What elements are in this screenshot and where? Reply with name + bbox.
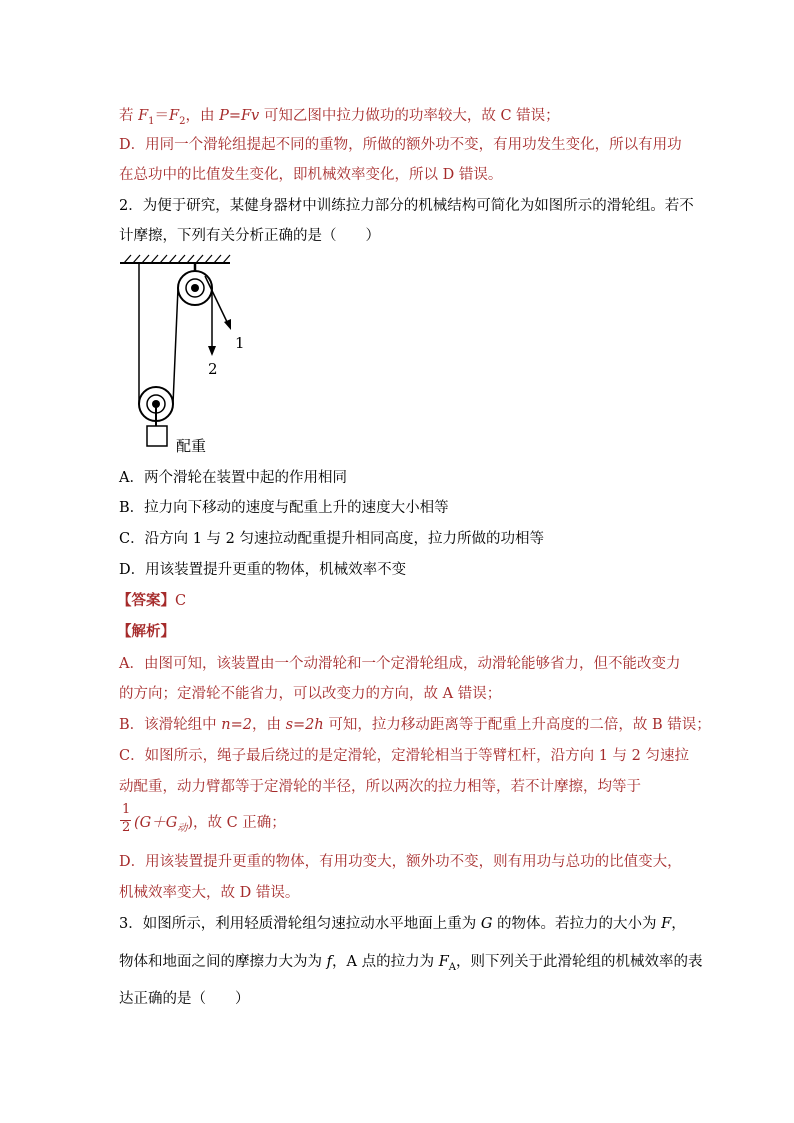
option-a: A．两个滑轮在装置中起的作用相同: [119, 470, 347, 486]
analysis-a-line-1: A．由图可知，该装置由一个动滑轮和一个定滑轮组成，动滑轮能够省力，但不能改变力: [119, 656, 681, 672]
analysis-d-line-2: 机械效率变大，故 D 错误。: [119, 885, 300, 901]
pulley-diagram: [118, 254, 258, 464]
question-2-stem-line-2: 计摩擦，下列有关分析正确的是（ ）: [119, 228, 380, 244]
answer-tag: 【答案】: [117, 592, 175, 609]
option-c: C．沿方向 1 与 2 匀速拉动配重提升相同高度，拉力所做的功相等: [119, 531, 544, 547]
question-3-line-1: 3．如图所示，利用轻质滑轮组匀速拉动水平地面上重为 G 的物体。若拉力的大小为 F，: [119, 916, 686, 932]
analysis-tag: 【解析】: [117, 623, 175, 640]
analysis-c-line-2: 动配重，动力臂都等于定滑轮的半径，所以两次的拉力相等，若不计摩擦，均等于: [119, 779, 641, 795]
option-d: D．用该装置提升更重的物体，机械效率不变: [119, 562, 407, 578]
rope: [205, 276, 228, 324]
analysis-d-line-1: D．用该装置提升更重的物体，有用功变大，额外功不变，则有用功与总功的比值变大，: [119, 854, 682, 870]
label-direction-1: 1: [235, 334, 245, 352]
arrow-direction-1: [224, 319, 231, 330]
solution-line-2: D．用同一个滑轮组提起不同的重物，所做的额外功不变，有用功发生变化，所以有用功: [119, 137, 682, 153]
answer-value: C: [175, 593, 187, 609]
counterweight-box: [147, 426, 167, 446]
solution-line-1: 若 $F_1=F_2$，由 P=Fv 可知乙图中拉力做功的功率较大，故 C 错误；: [119, 108, 560, 127]
question-3-line-2: 物体和地面之间的摩擦力大为为 f，A 点的拉力为 $F_A$，则下列关于此滑轮组的机械效率的表: [119, 954, 703, 973]
label-direction-2: 2: [208, 360, 218, 378]
answer-line: [117, 591, 186, 611]
question-2-stem-line-1: 2．为便于研究，某健身器材中训练拉力部分的机械结构可简化为如图所示的滑轮组。若不: [119, 198, 694, 214]
label-counterweight: 配重: [176, 437, 207, 455]
question-3-line-3: 达正确的是（ ）: [119, 991, 250, 1007]
analysis-b-line: B．该滑轮组中 n=2，由 s=2h 可知，拉力移动距离等于配重上升高度的二倍，故 B 错误；: [119, 717, 711, 733]
arrow-direction-2: [208, 346, 216, 356]
solution-line-3: 在总功中的比值发生变化，即机械效率变化，所以 D 错误。: [119, 167, 503, 183]
analysis-a-line-2: 的方向；定滑轮不能省力，可以改变力的方向，故 A 错误；: [119, 686, 502, 702]
ceiling-hatching: [124, 255, 230, 263]
analysis-c-line-1: C．如图所示，绳子最后绕过的是定滑轮，定滑轮相当于等臂杠杆，沿方向 1 与 2 匀速拉: [119, 748, 689, 764]
analysis-c-line-3: $(G+G_动)$，故 C 正确；: [134, 815, 286, 834]
option-b: B．拉力向下移动的速度与配重上升的速度大小相等: [119, 500, 449, 516]
rope: [173, 288, 178, 404]
